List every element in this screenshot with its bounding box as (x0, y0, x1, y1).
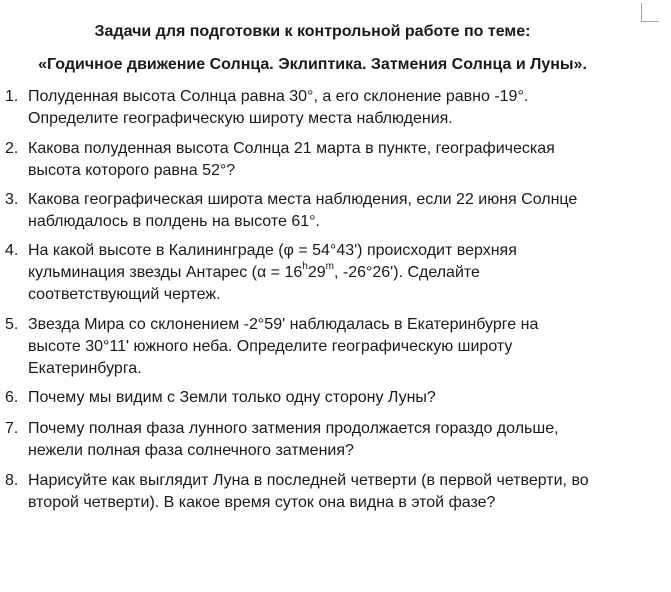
task-number: 3. (5, 191, 19, 208)
page-title-line-2: «Годичное движение Солнца. Эклиптика. Затмения Солнца и Луны». (38, 56, 587, 73)
task-number: 1. (5, 88, 19, 105)
task-text-part-b: 29 (307, 264, 326, 281)
task-number: 4. (5, 242, 19, 259)
task-text: Звезда Мира со склонением -2°59' наблюдалась в Екатеринбурге на высоте 30°11' южного неба. Определите географическую широту Екатеринбурга. (28, 316, 539, 377)
task-text: Почему мы видим с Земли только одну сторону Луны? (28, 389, 436, 406)
page-title-line-1: Задачи для подготовки к контрольной работе по теме: (94, 23, 531, 40)
task-number: 2. (5, 140, 19, 157)
task-text (28, 240, 666, 306)
task-number: 5. (5, 316, 19, 333)
task-number: 7. (5, 420, 19, 437)
task-text: Какова полуденная высота Солнца 21 марта в пункте, географическая высота которого равна 52°? (28, 140, 555, 179)
task-text: Нарисуйте как выглядит Луна в последней четверти (в первой четверти, во второй четверти). В какое время суток она видна в этой фазе? (28, 472, 589, 511)
task-number: 6. (5, 389, 19, 406)
task-text: Полуденная высота Солнца равна 30°, а его склонение равно -19°. Определите географическую широту места наблюдения. (28, 88, 529, 127)
task-text-part-a: На какой высоте в Калининграде (φ = 54°43') происходит верхняя кульминация звезды Антарес (α = 16 (28, 242, 517, 281)
task-text: Какова географическая широта места наблюдения, если 22 июня Солнце наблюдалось в полдень на высоте 61°. (28, 191, 578, 230)
task-number: 8. (5, 472, 19, 489)
page-corner-mark (641, 3, 659, 22)
task-text-part-c: , -26°26'). Сделайте соответствующий чертеж. (28, 264, 480, 303)
hours-superscript: h (302, 260, 308, 272)
task-text: Почему полная фаза лунного затмения продолжается гораздо дольше, нежели полная фаза солнечного затмения? (28, 420, 559, 459)
minutes-superscript: m (325, 260, 334, 272)
